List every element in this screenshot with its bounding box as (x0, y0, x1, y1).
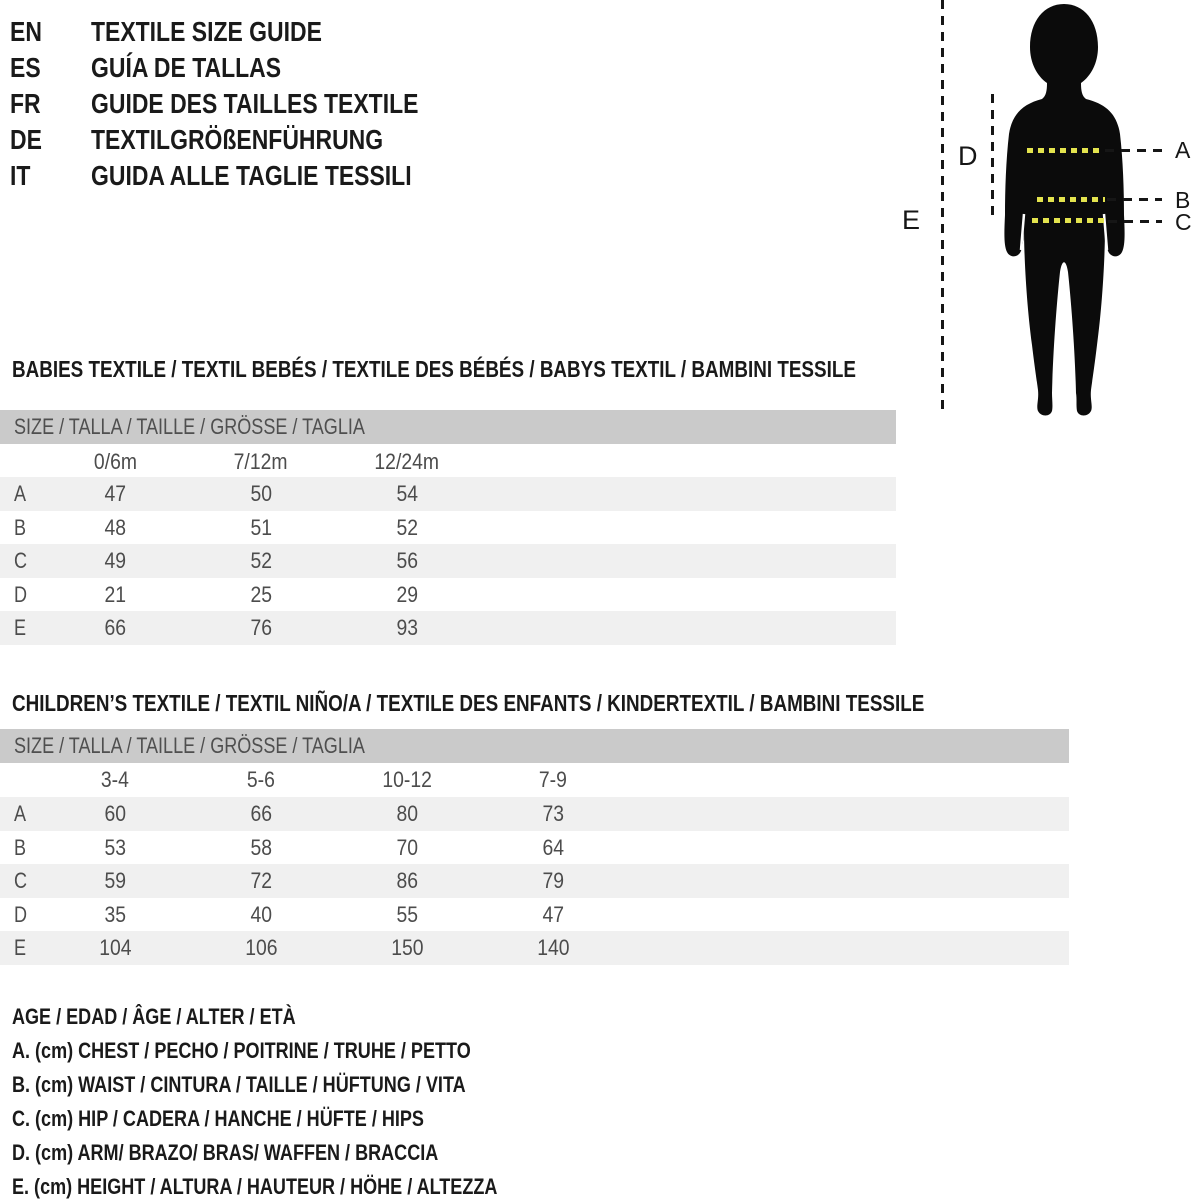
babies-size-header-bar: SIZE / TALLA / TAILLE / GRÖSSE / TAGLIA (0, 410, 896, 444)
lang-title-es: GUÍA DE TALLAS (91, 52, 282, 83)
children-size-header-bar: SIZE / TALLA / TAILLE / GRÖSSE / TAGLIA (0, 729, 1069, 763)
measure-label-c: C (1175, 209, 1192, 235)
table-row: B 53 58 70 64 (14, 834, 564, 860)
measurement-legend (12, 1000, 604, 1200)
babies-col-header-3: 12/24m (374, 449, 440, 474)
lang-code-es: ES (10, 52, 41, 83)
babies-section-title: BABIES TEXTILE / TEXTIL BEBÉS / TEXTILE DES BÉBÉS / BABYS TEXTIL / BAMBINI TESSILE (12, 356, 856, 382)
legend-line-chest: A. (cm) CHEST / PECHO / POITRINE / TRUHE / PETTO (12, 1038, 471, 1063)
table-row: C 59 72 86 79 (0, 864, 1069, 898)
table-row: A 60 66 80 73 (0, 797, 1069, 831)
legend-line-height: E. (cm) HEIGHT / ALTURA / HAUTEUR / HÖHE / ALTEZZA (12, 1174, 498, 1199)
babies-table (0, 477, 896, 645)
babies-col-header-2: 7/12m (234, 449, 288, 474)
lang-row-en (10, 14, 490, 50)
lang-row-es (10, 50, 490, 86)
legend-line-age: AGE / EDAD / ÂGE / ALTER / ETÀ (12, 1004, 296, 1029)
measure-label-b: B (1175, 187, 1191, 213)
children-col-header-3: 10-12 (382, 767, 432, 792)
measure-label-a: A (1175, 137, 1191, 163)
hip-highlight-line-c (1032, 218, 1107, 223)
children-col-header-4: 7-9 (539, 767, 567, 792)
children-table (0, 797, 1069, 965)
children-column-headers (0, 764, 1069, 795)
waist-highlight-line-b (1037, 197, 1105, 202)
legend-line-hip: C. (cm) HIP / CADERA / HANCHE / HÜFTE / HIPS (12, 1106, 424, 1131)
table-row: E 104 106 150 140 (0, 931, 1069, 965)
lang-code-en: EN (10, 16, 42, 47)
chest-highlight-line-a (1027, 148, 1101, 153)
child-silhouette (1004, 4, 1124, 416)
table-row: B 48 51 52 (14, 514, 418, 540)
arm-measure-line-d (991, 94, 994, 221)
table-row: D 35 40 55 47 (14, 901, 564, 927)
table-row: E 66 76 93 (0, 611, 896, 645)
table-row: A 47 50 54 (0, 477, 896, 511)
lang-code-de: DE (10, 124, 42, 155)
hip-pointer-line-c (1108, 220, 1162, 223)
lang-code-it: IT (10, 160, 31, 191)
chest-pointer-line-a (1105, 149, 1162, 152)
children-col-header-1: 3-4 (101, 767, 129, 792)
lang-row-fr (10, 86, 490, 122)
lang-title-fr: GUIDE DES TAILLES TEXTILE (91, 88, 419, 119)
lang-title-it: GUIDA ALLE TAGLIE TESSILI (91, 160, 412, 191)
measure-label-e: E (902, 205, 921, 235)
lang-code-fr: FR (10, 88, 41, 119)
language-title-list (10, 14, 490, 194)
height-measure-line-e (941, 0, 944, 416)
babies-column-headers (0, 446, 896, 477)
legend-line-waist: B. (cm) WAIST / CINTURA / TAILLE / HÜFTUNG / VITA (12, 1072, 466, 1097)
waist-pointer-line-b (1107, 198, 1162, 201)
lang-title-en: TEXTILE SIZE GUIDE (91, 16, 322, 47)
legend-line-arm: D. (cm) ARM/ BRAZO/ BRAS/ WAFFEN / BRACCIA (12, 1140, 439, 1165)
babies-col-header-1: 0/6m (93, 449, 137, 474)
lang-title-de: TEXTILGRÖßENFÜHRUNG (91, 124, 384, 155)
table-row: D 21 25 29 (14, 581, 418, 607)
lang-row-it (10, 158, 490, 194)
children-section-title: CHILDREN’S TEXTILE / TEXTIL NIÑO/A / TEXTILE DES ENFANTS / KINDERTEXTIL / BAMBINI TESSILE (12, 690, 925, 716)
children-col-header-2: 5-6 (247, 767, 275, 792)
lang-row-de (10, 122, 490, 158)
measure-label-d: D (958, 141, 978, 171)
table-row: C 49 52 56 (0, 544, 896, 578)
